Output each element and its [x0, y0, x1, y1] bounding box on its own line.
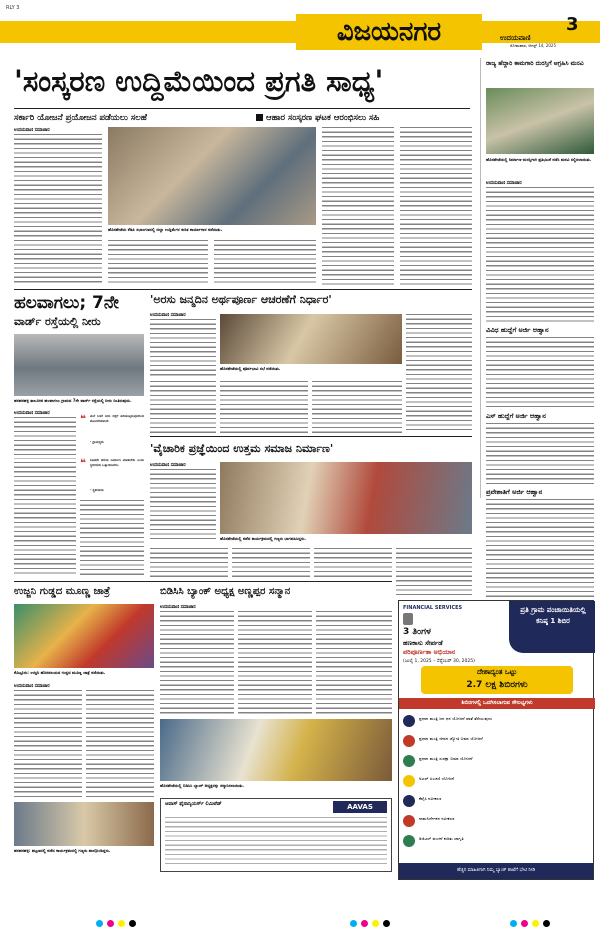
govt-text-2	[150, 381, 216, 433]
bank-byline: ಉದಯವಾಣಿ ಸಮಾಚಾರ	[160, 605, 196, 610]
aavas-ad	[160, 798, 392, 872]
black-swatch	[383, 920, 390, 927]
service-label: ಕೆವೈಸಿ ನವೀಕರಣ	[419, 796, 442, 801]
aavas-ad-table	[165, 817, 387, 867]
service-item	[403, 793, 591, 809]
services-list	[403, 713, 591, 853]
society-text-3	[232, 548, 310, 578]
campaign-count-1: ದೇಶಾದ್ಯಂತ ಒಟ್ಟು	[477, 668, 517, 676]
services-title: ಶಿಬಿರಗಳಲ್ಲಿ ಒದಗಿಸಲಾಗುವ ಸೌಲಭ್ಯಗಳು	[399, 698, 595, 709]
right-top-caption: ಹೊಸಪೇಟೆಯಲ್ಲಿ ನಿರ್ಮಾಣ-ದುರಸ್ತಿಗಾಗಿ ಪ್ರತಿಭಟನೆ ನಡೆಸಿ ಮನವಿ ಸಲ್ಲಿಸಲಾಯಿತು.	[486, 157, 592, 162]
right-top-text	[486, 187, 594, 323]
service-label: ಪ್ರಧಾನ ಮಂತ್ರಿ ಜನ ಧನ ಯೋಜನೆ ಖಾತೆ ತೆರೆಯುವುದು	[419, 716, 493, 721]
lead-subhead-left: ಸರ್ಕಾರಿ ಯೋಜನೆ ಪ್ರಯೋಜನ ಪಡೆಯಲು ಸಲಹೆ	[14, 113, 147, 123]
bank-text-3	[316, 611, 392, 715]
registration-marks-left	[96, 912, 140, 928]
row-rule-3	[14, 581, 392, 582]
issue-date: ಸೋಮವಾರ, ಆಗಸ್ಟ್ 14, 2025	[510, 43, 557, 48]
water-quote-1-text: ಮನೆ ಬಳಕೆ ನೀರು ರಸ್ತೆಗೆ ಹರಿಯುತ್ತಿರುವುದರಿಂದ ತೊಂದರೆಯಾಗಿದೆ.	[90, 414, 144, 423]
society-byline: ಉದಯವಾಣಿ ಸಮಾಚಾರ	[150, 463, 186, 468]
bank-icon	[403, 715, 415, 727]
society-headline: 'ವೈಚಾರಿಕ ಪ್ರಜ್ಞೆಯಿಂದ ಉತ್ತಮ ಸಮಾಜ ನಿರ್ಮಾಣ'	[150, 442, 334, 455]
lead-byline: ಉದಯವಾಣಿ ಸಮಾಚಾರ	[14, 128, 50, 133]
masthead	[0, 14, 600, 50]
emblem-icon	[403, 613, 413, 625]
govt-text-4	[312, 381, 402, 433]
brief-2-text	[486, 423, 594, 485]
yellow-swatch	[532, 920, 539, 927]
water-headline-2: ವಾರ್ಡ್ ರಸ್ತೆಯಲ್ಲಿ ನೀರು	[14, 315, 101, 328]
service-label: ಪ್ರಧಾನ ಮಂತ್ರಿ ಜೀವನ ಜ್ಯೋತಿ ಬಿಮಾ ಯೋಜನೆ	[419, 736, 483, 741]
water-caption: ಹರಪನಹಳ್ಳಿ ತಾಲೂಕಿನ ಹಲವಾಗಲು ಗ್ರಾಮದ 7ನೇ ವಾರ್ಡ್‌ ರಸ್ತೆಯಲ್ಲಿ ನೀರು ನಿಂತಿರುವುದು.	[14, 398, 132, 403]
lead-rule	[14, 108, 470, 109]
bank-photo	[160, 719, 392, 781]
magenta-swatch	[107, 920, 114, 927]
campaign-dates: (ಜುಲೈ 1, 2025 – ಸೆಪ್ಟೆಂಬರ್ 30, 2025)	[403, 659, 475, 664]
fair-photo	[14, 604, 154, 668]
society-text-2	[150, 548, 228, 578]
paper-name: ಉದಯವಾಣಿ	[500, 34, 531, 42]
campaign-line-3: ಪರಿಪೂರ್ಣತಾ ಅಭಿಯಾನ	[403, 648, 456, 656]
service-label: ಪ್ರಧಾನ ಮಂತ್ರಿ ಸುರಕ್ಷಾ ಬಿಮಾ ಯೋಜನೆ	[419, 756, 473, 761]
fair-caption-2: ಹರಪನಹಳ್ಳಿ: ಪಟ್ಟಣದಲ್ಲಿ ನಡೆದ ಕಾರ್ಯಕ್ರಮದಲ್ಲಿ ಗಣ್ಯರು ಪಾಲ್ಗೊಂಡಿದ್ದರು.	[14, 848, 111, 853]
govt-headline: 'ಅರಸು ಜನ್ಮದಿನ ಅರ್ಥಪೂರ್ಣ ಆಚರಣೆಗೆ ನಿರ್ಧಾರ'	[150, 293, 332, 306]
water-photo	[14, 334, 144, 396]
lead-text-col-3	[214, 240, 316, 286]
fair-byline: ಉದಯವಾಣಿ ಸಮಾಚಾರ	[14, 684, 50, 689]
society-text-1	[150, 469, 216, 539]
campaign-top-text: ಪ್ರತಿ ಗ್ರಾಮ ಪಂಚಾಯಿತಿಯಲ್ಲಿ ಕನಿಷ್ಠ 1 ಶಿಬಿರ	[520, 606, 586, 625]
fair-text-2	[86, 690, 154, 798]
lead-headline: 'ಸಂಸ್ಕರಣ ಉದ್ದಿಮೆಯಿಂದ ಪ್ರಗತಿ ಸಾಧ್ಯ'	[14, 64, 384, 98]
service-item	[403, 773, 591, 789]
masthead-title: ವಿಜಯನಗರ	[296, 14, 482, 50]
water-quote-2-by: - ಸ್ಥಳೀಯರು	[90, 488, 104, 492]
cyan-swatch	[510, 920, 517, 927]
shield-icon	[403, 735, 415, 747]
bank-caption: ಹೊಸಪೇಟೆಯಲ್ಲಿ ಬಿಡಿಸಿಸಿ ಬ್ಯಾಂಕ್ ಅಧ್ಯಕ್ಷರನ್ನು ಸನ್ಮಾನಿಸಲಾಯಿತು.	[160, 783, 244, 788]
campaign-count-2: 2.7 ಲಕ್ಷ ಶಿಬಿರಗಳು	[466, 680, 528, 690]
id-card-icon	[403, 795, 415, 807]
brief-2-headline: ಎಸ್ ಹುದ್ದೆಗೆ ಅರ್ಜಿ ಆಹ್ವಾನ	[486, 412, 546, 420]
user-icon	[403, 815, 415, 827]
bank-text-1	[160, 611, 234, 715]
aavas-logo: AAVAS	[333, 801, 387, 813]
society-caption: ಹೊಸಪೇಟೆಯಲ್ಲಿ ನಡೆದ ಕಾರ್ಯಕ್ರಮದಲ್ಲಿ ಗಣ್ಯರು ಭಾಗವಹಿಸಿದ್ದರು.	[220, 536, 307, 541]
service-item	[403, 833, 591, 849]
quote-mark-icon: ❝	[80, 414, 86, 425]
water-quote-1-by: - ಗ್ರಾಮಸ್ಥರು	[90, 440, 104, 444]
campaign-line-1: 3 ತಿಂಗಳ	[403, 627, 431, 637]
campaign-line-2: ಹಣಕಾಸು ಸೇರ್ಪಡೆ	[403, 639, 443, 647]
bank-text-2	[238, 611, 312, 715]
govt-text-1	[150, 319, 216, 379]
lead-subhead-right: ಆಹಾರ ಸಂಸ್ಕರಣ ಘಟಕ ಆರಂಭಿಸಲು ಸಹಿ	[266, 113, 380, 123]
subhead-square	[256, 114, 263, 121]
yellow-swatch	[372, 920, 379, 927]
magenta-swatch	[521, 920, 528, 927]
govt-caption: ಹೊಸಪೇಟೆಯಲ್ಲಿ ಪೂರ್ವಭಾವಿ ಸಭೆ ನಡೆಯಿತು.	[220, 366, 281, 371]
row-rule-1	[14, 289, 472, 290]
fair-headline: ಉಜ್ಜನಿ ಗುಡ್ಡದ ಮೂಣ್ಣ ಜಾತ್ರೆ	[14, 586, 110, 597]
registration-marks-center	[350, 912, 394, 928]
govt-text-5	[406, 314, 472, 433]
campaign-top-banner	[509, 601, 595, 653]
service-item	[403, 813, 591, 829]
water-quote-1	[80, 414, 144, 448]
water-byline: ಉದಯವಾಣಿ ಸಮಾಚಾರ	[14, 411, 50, 416]
umbrella-icon	[403, 755, 415, 767]
service-label: ಅಟಲ್ ಪಿಂಚಣಿ ಯೋಜನೆ	[419, 776, 455, 781]
service-label: ಡಿಜಿಟಲ್ ವಂಚನೆ ಕುರಿತು ಜಾಗೃತಿ	[419, 836, 464, 841]
lead-caption: ಹೊಸಪೇಟೆಯ ಕೆಡಿಪಿ ಸಭಾಂಗಣದಲ್ಲಿ ಜಿಲ್ಲಾ ಉದ್ದಿಮೆಗಳ ಕುರಿತ ಕಾರ್ಯಾಗಾರ ನಡೆಯಿತು.	[108, 227, 223, 232]
lead-text-col-5	[400, 127, 472, 286]
govt-photo	[220, 314, 402, 364]
govt-text-3	[220, 381, 308, 433]
page-label: RLY 3	[6, 5, 20, 11]
water-quote-2	[80, 458, 144, 498]
ministry-label: FINANCIAL SERVICES	[403, 605, 463, 611]
brief-3-headline: ಪ್ರವೇಶಾತಿಗೆ ಅರ್ಜಿ ಆಹ್ವಾನ	[486, 488, 543, 496]
brief-1-headline: ವಿವಿಧ ಹುದ್ದೆಗೆ ಅರ್ಜಿ ಆಹ್ವಾನ	[486, 326, 549, 334]
aavas-ad-title: ಆವಾಸ್ ಫೈನಾನ್ಶಿಯರ್ಸ್ ಲಿಮಿಟೆಡ್	[165, 801, 222, 807]
warning-icon	[403, 835, 415, 847]
right-top-photo	[486, 88, 594, 154]
fair-caption: ಕೊಟ್ಟೂರು: ಉಜ್ಜನಿ ಹೊರವಲಯದ ಗುಡ್ಡದ ಮೂಣ್ಣ ಜಾತ್ರೆ ನಡೆಯಿತು.	[14, 670, 106, 675]
fair-text-1	[14, 690, 82, 798]
black-swatch	[543, 920, 550, 927]
water-text-3	[80, 500, 144, 576]
lead-text-col-1	[14, 134, 102, 286]
service-label: ನಾಮನಿರ್ದೇಶನ ನವೀಕರಣ	[419, 816, 455, 821]
right-divider	[480, 58, 481, 498]
registration-marks-right	[510, 912, 554, 928]
cyan-swatch	[96, 920, 103, 927]
campaign-count-box	[421, 666, 573, 694]
campaign-ad	[398, 600, 594, 880]
society-photo	[220, 462, 472, 534]
lead-photo	[108, 127, 316, 225]
black-swatch	[129, 920, 136, 927]
cyan-swatch	[350, 920, 357, 927]
service-item	[403, 733, 591, 749]
row-rule-2	[150, 436, 472, 437]
right-top-byline: ಉದಯವಾಣಿ ಸಮಾಚಾರ	[486, 181, 522, 186]
bank-headline: ಬಿಡಿಸಿಸಿ ಬ್ಯಾಂಕ್ ಅಧ್ಯಕ್ಷ ಅಣ್ಣಪ್ಪರ ಸನ್ಮಾನ	[160, 586, 291, 597]
water-text-1	[14, 417, 76, 459]
water-text-2	[14, 462, 76, 576]
govt-byline: ಉದಯವಾಣಿ ಸಮಾಚಾರ	[150, 313, 186, 318]
campaign-footer: ಹೆಚ್ಚಿನ ಮಾಹಿತಿಗಾಗಿ ನಿಮ್ಮ ಬ್ಯಾಂಕ್ ಶಾಖೆಗೆ ಭೇಟಿ ನೀಡಿ	[399, 863, 593, 879]
service-item	[403, 713, 591, 729]
quote-mark-icon: ❝	[80, 458, 86, 469]
brief-1-text	[486, 337, 594, 409]
right-top-headline: ರಾಜ್ಯ ಹೆದ್ದಾರಿ ಕಾಮಗಾರಿ ದುರಸ್ತಿಗೆ ಆಗ್ರಹಿಸಿ ಮನವಿ	[486, 60, 584, 67]
magenta-swatch	[361, 920, 368, 927]
yellow-swatch	[118, 920, 125, 927]
service-item	[403, 753, 591, 769]
fair-photo-2	[14, 802, 154, 846]
water-headline-1: ಹಲವಾಗಲು; 7ನೇ	[14, 293, 119, 313]
page-number: 3	[566, 14, 579, 35]
water-quote-2-text: ಕೂಡಲೇ ಚರಂಡಿ ನಿರ್ಮಾಣ ಮಾಡಬೇಕು ಎಂದು ಸ್ಥಳೀಯರು ಒತ್ತಾಯಿಸಿದರು.	[90, 458, 144, 467]
society-text-4	[314, 548, 392, 578]
society-text-5	[396, 548, 472, 598]
lead-text-col-4	[322, 127, 394, 286]
pension-icon	[403, 775, 415, 787]
brief-3-text	[486, 499, 594, 599]
lead-text-col-2	[108, 240, 208, 286]
